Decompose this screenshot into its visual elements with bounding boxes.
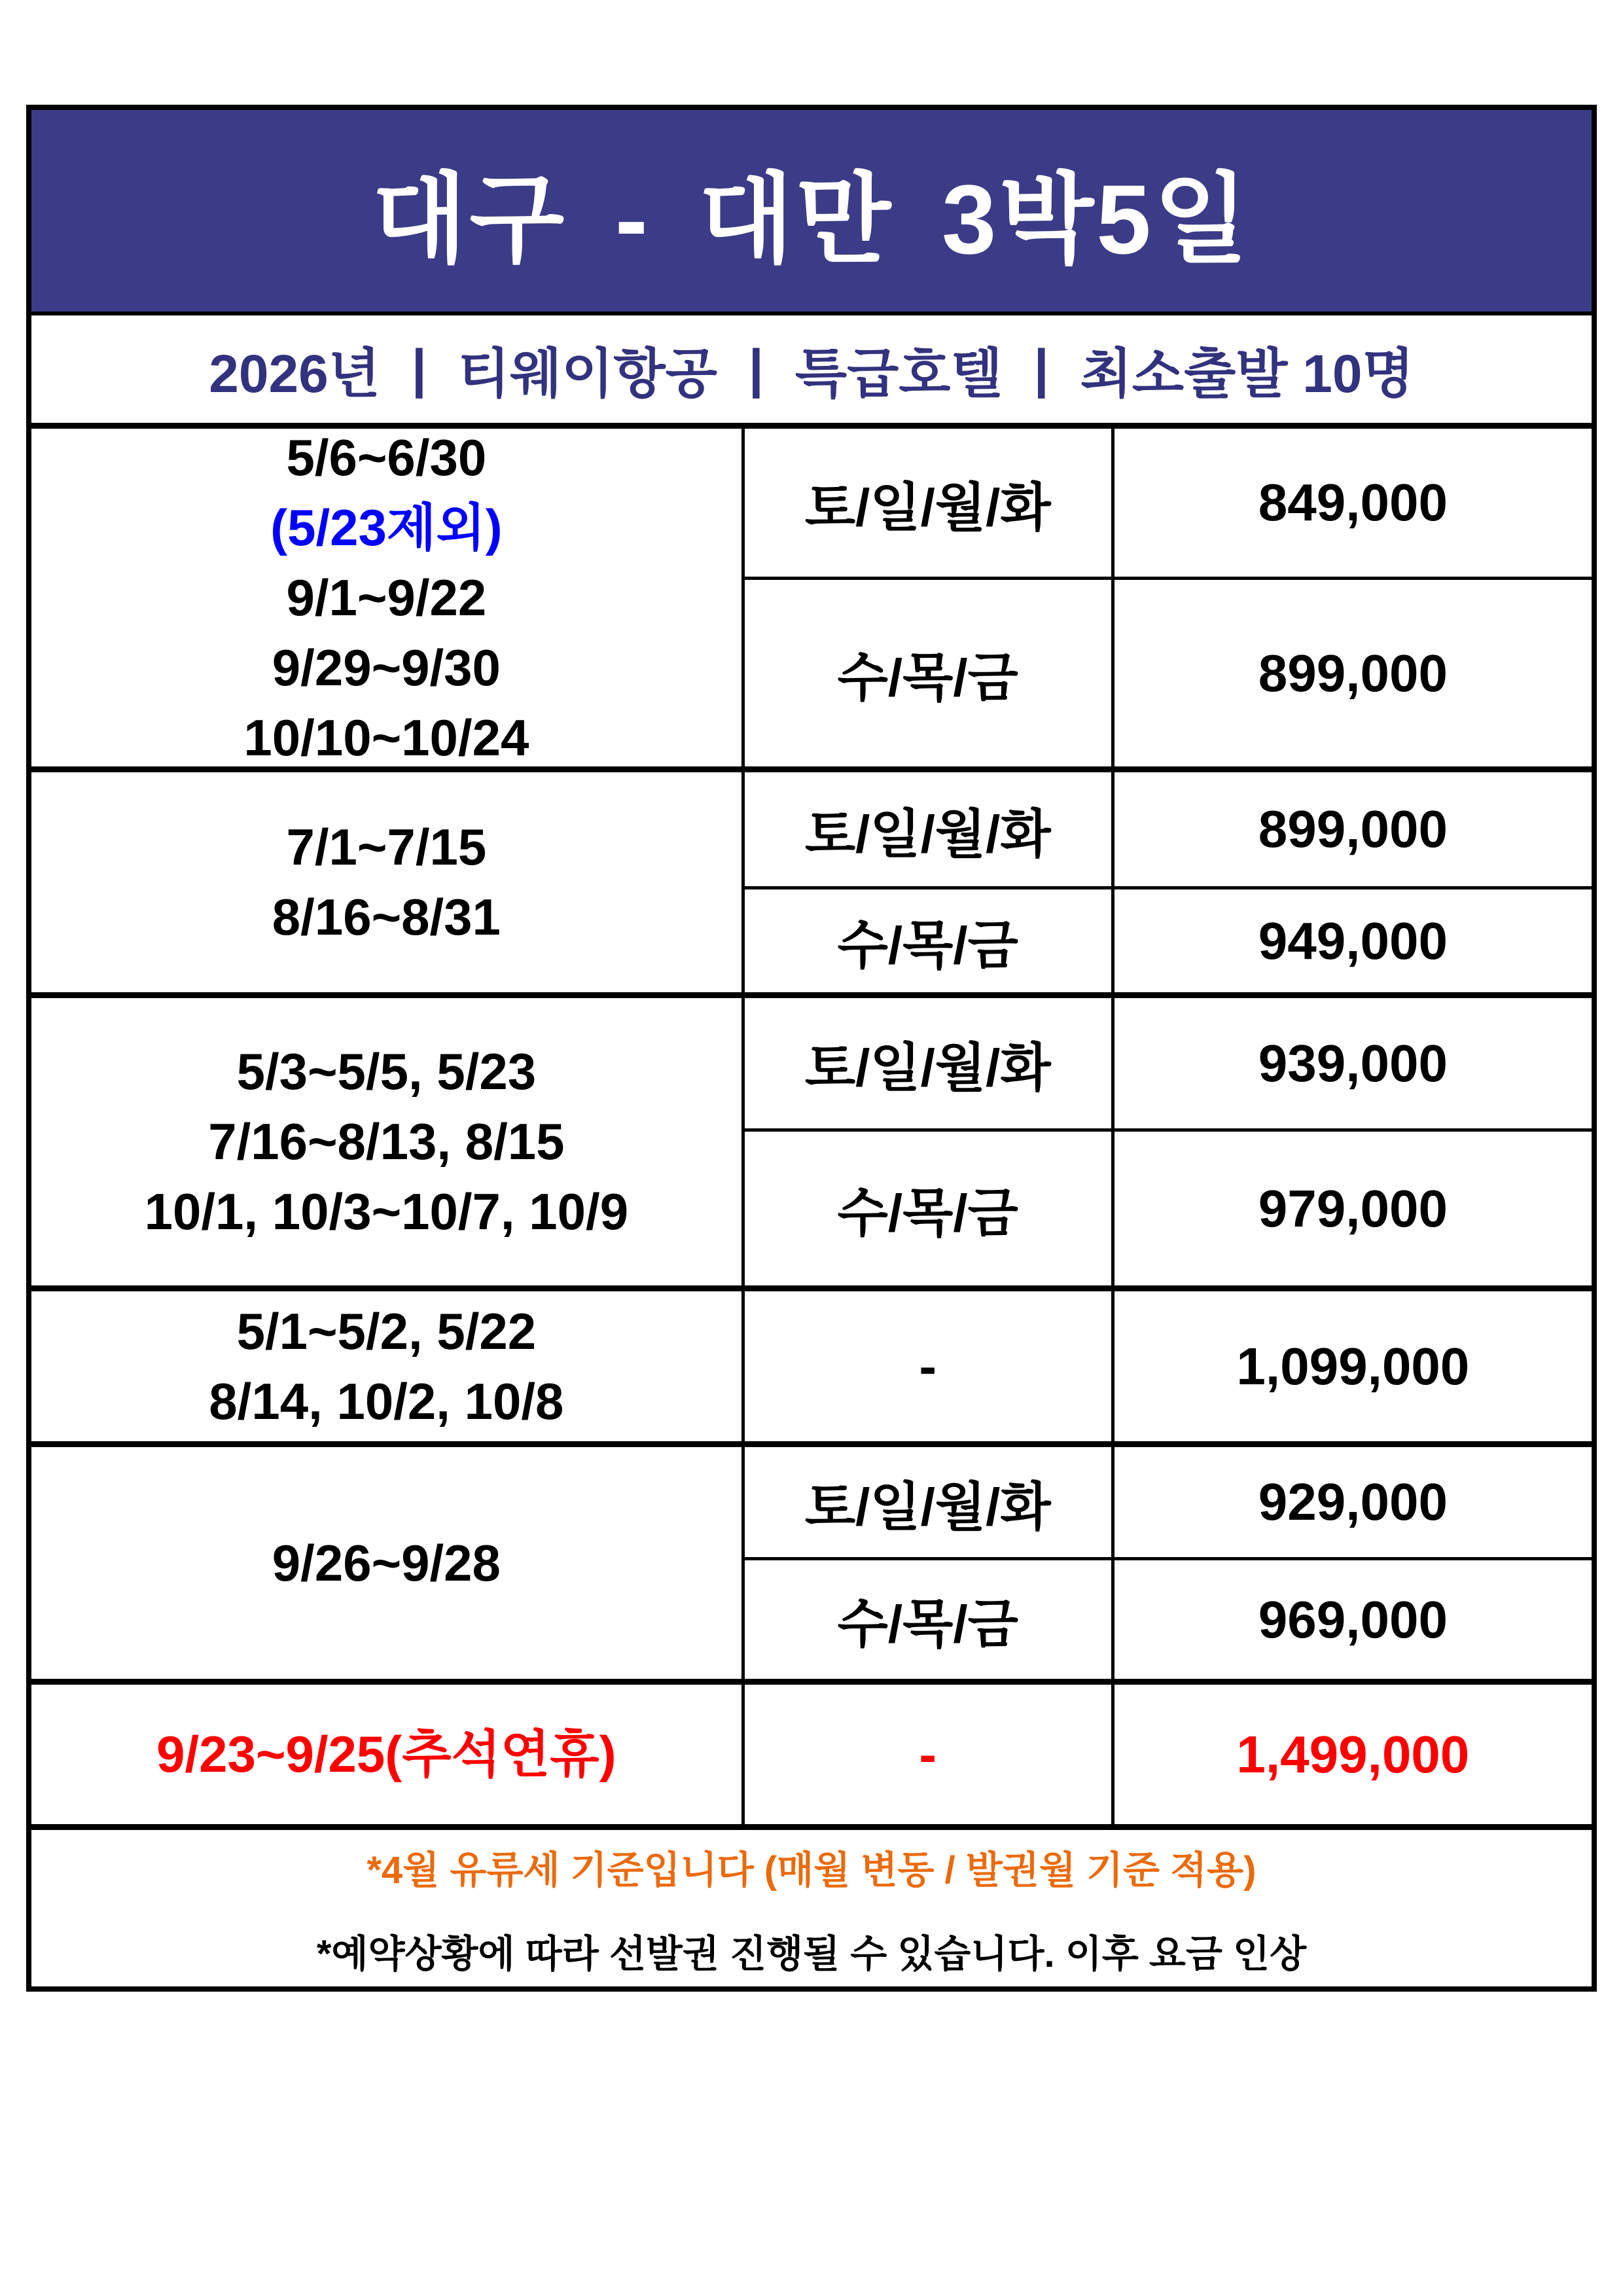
date-line: 7/1~7/15	[286, 818, 487, 876]
block4-dates	[31, 1285, 741, 1441]
block5-row1-price: 929,000	[1111, 1441, 1592, 1557]
holiday-price: 1,499,000	[1111, 1679, 1592, 1824]
subheader-hotel: 특급호텔	[794, 344, 1003, 404]
date-line: 5/3~5/5, 5/23	[236, 1043, 537, 1100]
subheader-airline: 티웨이항공	[457, 344, 717, 404]
subheader-separator: |	[1033, 339, 1049, 399]
block2-row2-price: 949,000	[1111, 886, 1592, 992]
date-line: 9/29~9/30	[272, 638, 501, 696]
block4-days-dash: -	[741, 1285, 1111, 1441]
block3-dates	[31, 992, 741, 1285]
date-line: 8/14, 10/2, 10/8	[209, 1372, 564, 1430]
block5-row2-days: 수/목/금	[741, 1557, 1111, 1679]
block3-row1-days: 토/일/월/화	[741, 992, 1111, 1128]
block1-row2-price: 899,000	[1111, 577, 1592, 766]
block1-row1-price: 849,000	[1111, 423, 1592, 577]
block1-row2-days: 수/목/금	[741, 577, 1111, 766]
date-line: 10/10~10/24	[243, 708, 529, 766]
block1-dates	[31, 423, 741, 766]
fuel-surcharge-note: *4월 유류세 기준입니다 (매월 변동 / 발권월 기준 적용)	[366, 1848, 1257, 1892]
block5-row2-price: 969,000	[1111, 1557, 1592, 1679]
date-line: 9/26~9/28	[272, 1534, 501, 1592]
block3-row2-days: 수/목/금	[741, 1128, 1111, 1285]
block5-dates	[31, 1441, 741, 1679]
date-line: 8/16~8/31	[272, 888, 501, 946]
price-table	[26, 105, 1597, 1992]
date-line: 7/16~8/13, 8/15	[208, 1113, 565, 1170]
block3-row2-price: 979,000	[1111, 1128, 1592, 1285]
subheader-separator: |	[411, 339, 427, 399]
block2-row1-price: 899,000	[1111, 766, 1592, 886]
date-line: 10/1, 10/3~10/7, 10/9	[144, 1183, 629, 1240]
block2-row2-days: 수/목/금	[741, 886, 1111, 992]
reservation-note: *예약상황에 따라 선발권 진행될 수 있습니다. 이후 요금 인상	[316, 1932, 1307, 1975]
date-line-excluded: (5/23제외)	[270, 498, 503, 556]
date-line: 9/1~9/22	[286, 568, 487, 626]
holiday-days-dash: -	[741, 1679, 1111, 1824]
date-line: 5/1~5/2, 5/22	[236, 1302, 537, 1360]
subheader-year: 2026년	[209, 344, 380, 404]
block1-row1-days: 토/일/월/화	[741, 423, 1111, 577]
block5-row1-days: 토/일/월/화	[741, 1441, 1111, 1557]
date-line: 5/6~6/30	[286, 428, 487, 486]
block4-price: 1,099,000	[1111, 1285, 1592, 1441]
subheader	[31, 312, 1592, 423]
block2-row1-days: 토/일/월/화	[741, 766, 1111, 886]
date-line-holiday: 9/23~9/25(추석연휴)	[156, 1725, 616, 1783]
footer-notes	[31, 1824, 1592, 1986]
subheader-separator: |	[748, 339, 764, 399]
subheader-min-departure: 최소출발 10명	[1080, 344, 1414, 404]
block3-row1-price: 939,000	[1111, 992, 1592, 1128]
block2-dates	[31, 766, 741, 992]
page-title: 대구 - 대만 3박5일	[31, 110, 1592, 312]
holiday-dates	[31, 1679, 741, 1824]
